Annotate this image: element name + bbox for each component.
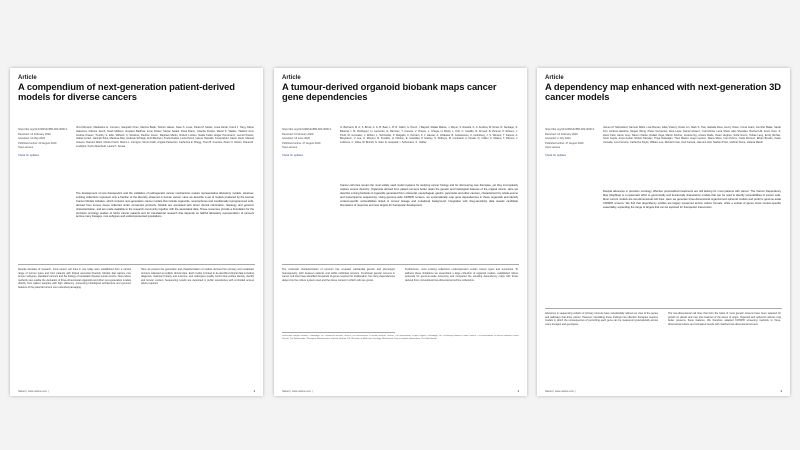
published-date: Published online: 27 August 2020 — [545, 141, 584, 145]
doi-link[interactable]: https://doi.org/10.1038/s41586-000-0000-0 — [282, 128, 332, 131]
article-kicker: Article — [18, 75, 37, 81]
article-kicker: Article — [282, 75, 301, 81]
check-for-updates-link[interactable]: Check for updates — [282, 153, 304, 157]
page-footer — [10, 390, 263, 393]
received-date: Received: 10 February 2020 — [545, 132, 578, 136]
doi-link[interactable]: https://doi.org/10.1038/s41586-000-0000-0 — [18, 128, 68, 131]
page-number: 1 — [517, 390, 519, 393]
page-number: 1 — [253, 390, 255, 393]
author-list: Vira Dittmann, Madeleine H. Jonsson, Sampath Chen, Marcos Bade, Toshiro Hasan, Sean A. Lowe, Paula M. Marks, Luisa Zardo, Kamil J. Tang, Dafne Vakarova, Fabrice Jacob, Noah Mellens, Gustavo Baldivia, Irene Dosier, Sanjar Sadek, Rosa Brann, Claudia Franke, Mariel K. Walker, Vladimir Kral, Andrea Krausz, Timothy S. Ellis, Wilhelm C. Reckner, Pauline Gruen, Raphael Martin, Robert Lorden, Nadia Keller, Edgar Pomerantz, Leonid Pavlov, Isabel Cortez, Hannah Silva, Mariana Aldo, Andreas Schlapp, Emil Bentsen, Frank Dudek, Lucia Perez, Hanne Vassallo, Jonas Ebert, Karen Hurst, Manuel Greene, Dariusz Ward, Nicole Frisch, Marco L. Ferrigno, Simon Dahl, Angela Piacentini, Catherine E. Bragg, Theo B. Fuentes, Peter N. Oshiro, Daniel R. Lindqvist, Karim Marchetti, Laura K. Sousa — [76, 126, 254, 148]
section-divider — [282, 264, 519, 265]
article-metadata — [282, 128, 338, 159]
body-column-1: Advances in sequencing cohorts of primary tumours have substantially refined our view of the genes and pathways that drive cancer. However, translating these findings into effective therapies requires models in which the consequences of perturbing each gene can be measured systematically across many lineages and genotypes. — [545, 312, 658, 326]
author-list: G. Bertrand, M. A. S. Bruck, A. G. B. Baul, L. B. R. Gillert, G. Perez, I. Bayard, Rafael Mattos, J. Meyer, S. Ravella, K. A. Andrew, M. Rossi, R. Santiago, S. Batteria, I. M. Rodriguez, H. Lavrenko, E. Ramirez, T. Cuevas, V. Vintero, L. Ortega, H. Bixler, L. Kofi, C. Castillo, R. Ahmed, B. Zimmer, P. Eriksen, J. Pruitt, M. Gonzalez, J. Wilson, L. Schroeder, P. Delgado, C. Kersten, F. J. Hauser, A. Ishikawa, B. Gustavsson, K. Holmberg, J. S. Wintour, T. Kapoor, A. Bergstrom, V. Lee, O. Moreno, R. Franklin, H. Nilsson, E. Kowalski, P. Hartley, S. Shibuya, M. Lombardi, A. Novak, D. Collier, F. Solano, T. Ramos, J. Lefebvre, C. Ulloa, W. Brandt, N. Sato, E. Gaspard, I. Schumann, K. Valdez — [340, 126, 518, 145]
page-footer — [537, 390, 790, 393]
accepted-date: Accepted: 19 June 2020 — [282, 137, 310, 141]
article-title: A compendium of next-generation patient-derived models for diverse cancers — [18, 81, 235, 103]
footer-journal: Nature | www.nature.com | — [18, 390, 49, 393]
published-date: Published online: 27 August 2020 — [282, 141, 321, 145]
article-title: A tumour-derived organoid biobank maps cancer gene dependencies — [282, 81, 497, 103]
received-date: Received: 6 February 2020 — [282, 132, 314, 136]
body-column-2: Furthermore, most existing collections underrepresent certain cancer types and ancestries. To address these limitations we assembled a large collection of organoid models, established robust protocols for genome-scale screening and compared the resulting dependency maps with those derived from conventional two-dimensional cell line collections. — [405, 268, 518, 282]
abstract-text: Despite advances in precision oncology, effective personalized treatments are still lacking for most patients with cancer. The Cancer Dependency Map (DepMap) is a systematic effort to genomically and functionally characterize models that can be used to identify vulnerabilities of cancer cells. Most current models are two-dimensional cell lines. Here we generate three-dimensional organoid and spheroid models and perform genome-scale CRISPR screens. We find that dependency profiles are largely preserved across culture formats, while a subset of genes show context-specific essentiality, expanding the range of targets that can be explored for therapeutic intervention. — [603, 190, 781, 209]
accepted-date: Accepted: 11 May 2020 — [18, 137, 46, 141]
footer-journal: Nature | www.nature.com | — [282, 390, 313, 393]
body-column-2: Here we present the generation and characterization of models derived from primary and metastatic tumours collected at multiple clinical sites. Each model is linked to de-identified clinical data including diagnosis, treatment history and outcome, and undergoes quality control that verifies identity, sterility and tumour content. Sequencing results are deposited in public repositories with controlled access where required. — [141, 268, 254, 286]
footnote-divider — [282, 332, 395, 333]
article-page-1 — [10, 68, 263, 396]
open-access-label: Open access — [545, 146, 561, 150]
author-list: James M. McFarland, Samuel Wells, Lisa Brenan, Elise Vickery, Nolan Lin, Mark K. Tsai, Isabella Ross, Henry Olsen, Fiona Grant, Jennifer Blake, Sarah Kim, Andrew Hawkins, Megan Wong, Pieter Cervantes, Zara Lowe, Daniel Alvarez, Yuki Morita, Lena Shaw, Alan Sheridan, Rachel Hill, Kevin Osei, Ji-Hoon Park, Aaron Levy, Naomi Clarke, Rafael Vega, Martin Fischer, Jessica Ng, Amara Diallo, Owen Hughes, Sofia Greco, Tobias Lang, Emily Richter, Sunil Gupta, Anna Kowal, Robert Mendez, Priya Natarajan, Theo Baxter, Hugo Leclerc, Diana Moss, Ivan Petrov, Carla Romero, Ethan Brooks, Keiko Yamada, Luis Ferreira, Catherine Doyle, William Lee, Richard Cole, Amir Farouk, Jasmine Holt, Nathan Price, Gabriel Stone, Helena Marsh — [603, 126, 781, 145]
article-page-3 — [537, 68, 790, 396]
body-column-2: The two-dimensional cell lines that form the basis of most genetic screens have been selected for growth on plastic and may lose features of the tissue of origin. Organoid and spheroid cultures may better preserve these features. We therefore adapted CRISPR screening methods to three-dimensional culture and compared results with matched two-dimensional screens. — [668, 312, 781, 326]
published-date: Published online: 20 August 2020 — [18, 141, 57, 145]
article-metadata — [545, 128, 601, 159]
accepted-date: Accepted: 2 July 2020 — [545, 137, 571, 141]
open-access-label: Open access — [282, 146, 298, 150]
article-page-2 — [274, 68, 527, 396]
footer-journal: Nature | www.nature.com | — [545, 390, 576, 393]
body-column-1: Despite decades of research, most cancer cell lines in use today were established from a narrow range of tumour types and from patients with limited ancestral diversity. Models that capture rare tumour subtypes, paediatric cancers and the biology of metastatic disease remain scarce. New culture methods now enable the derivation of three-dimensional organoids and other next-generation models directly from patient samples with high efficiency, preserving histological architecture and genomic features of the parental tumour over extended passaging. — [18, 268, 131, 289]
received-date: Received: 14 February 2020 — [18, 132, 51, 136]
page-number: 1 — [780, 390, 782, 393]
doi-link[interactable]: https://doi.org/10.1038/s41586-000-0000-0 — [545, 128, 595, 131]
article-metadata — [18, 128, 74, 159]
affiliations-footnote: 1Wellcome Sanger Institute, Cambridge, UK. 2Hubrecht Institute, Utrecht, The Netherlands. 3Oncode Institute, Utrecht, The Netherlands. 4Open Targets, Cambridge, UK. 5University Medical Centre Utrecht, The Netherlands. 6Princess Maxima Center, Utrecht, The Netherlands. 7European Bioinformatics Institute, Hinxton, UK. 8Division of Molecular Oncology, Netherlands Cancer Institute, Amsterdam, The Netherlands. — [282, 335, 519, 340]
abstract-text: Cancer cell lines remain the most widely used model systems for studying cancer biology and for discovering new therapies, yet they incompletely capture tumour diversity. Organoids derived from patient tumours better retain the genetic and histological features of the original cancer. Here we describe a living biobank of organoids generated from colorectal, oesophageal, gastric, pancreatic and other cancers, characterized by whole-exome and transcriptome sequencing. Using genome-wide CRISPR screens, we systematically map gene dependencies in these organoids and identify context-specific vulnerabilities linked to tumour lineage and mutational background. Integration with drug-sensitivity data reveals candidate biomarkers of response and new targets for therapeutic development. — [340, 184, 518, 207]
article-kicker: Article — [545, 75, 564, 81]
section-divider — [18, 264, 255, 265]
page-footer — [274, 390, 527, 393]
check-for-updates-link[interactable]: Check for updates — [18, 153, 40, 157]
abstract-text: The development of new therapeutics and the validation of pathogenetic cancer mechanisms require representative laboratory models. However, existing collections represent only a fraction of the diversity observed in human cancer. Here we describe a set of models produced by the Human Cancer Models Initiative, which contains next-generation cancer models that include organoids, neurospheres and conditionally reprogrammed cells, derived from tumour tissue collected under consented protocols. Models are annotated with donor clinical information, histology and genomic characterization, and are made available to the research community together with the associated data. These resources provide a foundation for the precision oncology studies of future cancer patients and for translational research that depends on faithful laboratory representation of tumours across many lineages, rare subtypes and underrepresented populations. — [76, 192, 254, 219]
section-divider — [545, 308, 782, 309]
body-column-1: The molecular characterization of tumours has revealed substantial genetic and phenotypic heterogeneity, both between patients and within individual tumours. Functional genetic screens in cancer cell lines have identified thousands of genes required for proliferation, but many dependencies depend on the culture system used and the tissue context in which cells are grown. — [282, 268, 395, 282]
article-title: A dependency map enhanced with next-generation 3D cancer models — [545, 81, 781, 103]
open-access-label: Open access — [18, 146, 34, 150]
check-for-updates-link[interactable]: Check for updates — [545, 153, 567, 157]
